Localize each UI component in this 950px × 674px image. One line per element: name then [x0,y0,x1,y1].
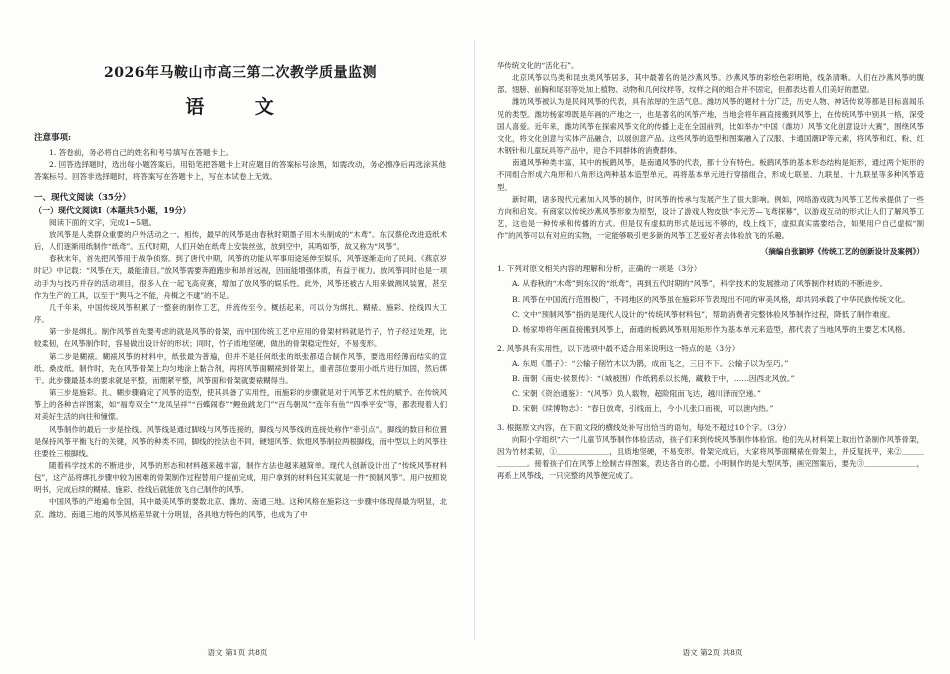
q1-option-a: A. 从春秋的“木鸢”到东汉的“纸鸢”，再到五代时期的“风筝”，科学技术的发展推动了风筝制作材质的不断进步。 [512,279,888,289]
notice-heading: 注意事项: [34,133,72,143]
article-source: （摘编自张颖婷《传统工艺的创新设计及案例》） [760,247,924,257]
article-paragraph: 潍坊风筝被认为是民间风筝的代表，具有浓厚的生活气息。潍坊风筝的题材十分广泛，历史人物、神话传说等都是目标喜闻乐见的类型。潍坊杨家埠既是年画的产地之一，也是著名的风筝产地，当地会将年画直接搬到风筝上，在传统风筝中别具一格，深受国人喜爱。近年来，潍坊风筝在探索风筝文化的传播上走在全国前列，比如举办“中国（潍坊）风筝文化创意设计大赛”，围绕风筝文化，将文化创意与实体产品融合，以展创意产品。这些风筝的造型和图案融入了汉服、卡通国潮IP等元素，将风筝和红、粉、红木钢针和儿童玩具等产品中，迎合不同群体的消费群体。 [497,97,924,156]
question-2: 2. 风筝具有实用性，以下选项中最不适合用来说明这一特点的是（3分） [497,343,740,353]
notice-item: 1. 答卷前，务必将自己的姓名和考号填写在答题卡上。 [49,148,234,157]
article-paragraph: 新时期，诸多现代元素加入风筝的制作，时风筝的传承与发展产生了很大影响。例如，网络游戏就为风筝工艺传承提供了一些方向和启发。有商家以传统沙燕风筝形象为原型，设计了游戏人物皮肤“李元芳—飞鸢探幕”，以游戏互动的形式让人们了解风筝工艺，这也是一种传承和传播的方式。但是仅有虚拟的形式是远远不够的，线上线下，虚拟真实需要结合，如果用户自己虚拟“制作”的风筝可以有对应的实物，一定能够吸引更多新的风筝工艺爱好者去体验放飞的乐趣。 [497,194,925,241]
reading-instruction: 阅读下面的文字，完成1~5题。 [49,218,157,227]
article-paragraph: 随着科学技术的不断进步，风筝的形态和材料越来越丰富，制作方法也越来越简单。现代人创新设计出了“传统风筝材料包”，这产品将绑扎步骤中较为困难的骨架制作过程替用户提前完成，用户拿到的材料包其实就是一件“预制风筝”。用户按照说明书，完成后续的糊裱、施彩、拴线后就能放飞自己制作的风筝。 [34,460,447,495]
article-paragraph: 第三步是施彩。扎、糊步骤确定了风筝的造型，使其具备了实用性，而施彩的步骤就是对于风筝艺术性的赋予。在传统风筝上的各种吉祥图案，如“福寿双全”“龙凤呈祥”“百蝶闹春”“鲤鱼跳龙门”“百鸟朝凤”“连年有鱼”“四季平安”等，都表现着人们对美好生活的向往和憧憬。 [34,388,447,422]
article-paragraph: 放风筝是人类群众重要的户外活动之一。相传，最早的风筝是由春秋时期墨子用木头制成的“木鸢”。东汉蔡伦改进造纸术后，人们逐渐用纸制作“纸鸢”。五代时期，人们开始在纸鸢上安装丝弦，放到空中，其鸣如筝，故又称为“风筝”。 [34,230,447,252]
q1-option-c: C. 文中“预制风筝”指的是现代人设计的“传统风筝材料包”，帮助消费者完整体验风筝制作过程，降低了制作难度。 [512,309,895,319]
q2-option-c: C. 宋朝《资治通鉴》：“(风筝）负人载物，超险阻而飞达，越川泽而空递。” [512,389,761,399]
subject-title: 语 文 [185,96,296,118]
question-1: 1. 下列对原文相关内容的理解和分析，正确的一项是（3分） [497,264,702,274]
article-paragraph: 几千年来，中国传统风筝积累了一整套的制作工艺，并流传至今。概括起来，可以分为绑扎、糊裱、施彩、拴线四大工序。 [34,302,447,325]
q1-option-d: D. 杨家埠将年画直接搬到风筝上，南通的板鹞风筝则用矩形作为基本单元来造型，都代表了当地风筝的主要艺术风格。 [512,325,910,335]
notice-item: 2. 回答选择题时，选出每小题答案后，用铅笔把答题卡上对应题目的答案标号涂黑，如需改动，务必擦净后再选涂其他答案标号。回答非选择题时，将答案写在答题卡上，写在本试卷上无效。 [34,160,446,181]
question-3: 3. 根据原文内容，在下面文段的横线处补写出恰当的语句，每处不超过10个字。（3分） [497,422,791,432]
exam-title: 2026年马鞍山市高三第二次教学质量监测 [104,65,377,81]
article-paragraph: 风筝制作的最后一步是拴线。风筝线是通过脚线与风筝连接的，脚线与风筝线的连接处称作“牵引点”。脚线的数目和位置是保持风筝平衡飞行的关键，风筝的种类不同，脚线的拴法也不同，硬翅风筝、软翅风筝制拉两根脚线，而中型以上的风筝往往要拴三根脚线。 [34,424,447,458]
q1-option-b: B. 风筝在中国流行范围极广，不同地区的风筝虽在施彩环节表现出不同的审美风格，却共同承载了中华民族传统文化。 [512,294,910,304]
q2-option-a: A. 东周《墨子》：“公输子削竹木以为鹊，成而飞之，三日不下。公输子以为至巧。” [512,358,789,368]
q2-option-b: B. 南朝《南史·侯景传》：“（城被围）作纸鸦系以长绳，藏敕于中，……因西北风放。” [512,373,795,383]
article-paragraph: 第二步是糊裱。糊裱风筝的材料中，纸张最为普遍，但并不是任何纸张的纸张都适合制作风筝，要选用经薄而结实的宣纸、桑皮纸。制作时，先在风筝骨架上均匀地涂上黏合剂，再将风筝面糊裱到骨架上，重者部位要用小纸片进行加固，然后绑干。此步骤最基本的要求就是平整，而绷紧平整，风筝面和骨架就要裱糊得当。 [34,351,447,385]
article-paragraph: 中国风筝的产地遍布全国，其中最美风筝的要数北京、潍坊、南通三地。这种风格在施彩这一步骤中体现得最为明显，北京、潍坊、南通三地的风筝风格差异就十分明显，各具地方特色的风筝，也成为了中 [34,497,447,519]
article-paragraph: 华传统文化的“活化石”。 [497,61,579,70]
q3-passage: 向阳小学组织“六一”儿童节风筝制作体验活动，孩子们来到传统风筝制作体验馆。他们先从材料架上取出竹条制作风筝骨架，因为竹材柔韧，①＿＿＿＿＿＿＿，且质地坚硬，不易变形。骨架完成后，大家将风筝面糊裱在骨架上，并反复抚平，来②＿＿＿＿＿＿＿。接着孩子们在风筝上绘制吉祥图案，表达各自的心愿。小明制作的是大型风筝，画完图案后，要先③＿＿＿＿＿＿＿，再系上风筝线，一只完整的风筝便完成了。 [497,434,924,481]
section-heading: 一、现代文阅读（35分） [34,193,131,203]
article-paragraph: 北京风筝以鸟类和昆虫类风筝居多，其中最著名的是沙燕风筝。沙燕风筝的彩绘色彩明艳，线条清晰。人们在沙燕风筝的腹部、翅膀、前胸和尾羽等处加上植物、动物和几何纹样等，纹样之间的组合并不固定，但都表达着人们美好的愿望。 [497,73,924,95]
article-paragraph: 春秋末年，首先把风筝用于战争侦察。到了唐代中期，风筝的功能从军事用途延伸至娱乐，风筝逐渐走向了民间。《燕京岁时记》中记载：“风筝在天，最能清目。”放风筝需要奔跑跑步和昂首远视，因而能增强体质，有益于视力。放风筝同时也是一项动手为与技巧并存的活动项目，很多人在一起飞高竞赛，增加了放风筝的娱乐性。此外，风筝还被古人用来做测风装置，甚至作为生产的工具，以至于“舆马之不能，舟楫之不逮”的不足。 [34,254,447,300]
q2-option-d: D. 宋朝《续博物志》：“春日放鸢，引线而上，今小儿张口而视，可以泄内热。” [512,404,774,414]
page-footer: 语文 第1页 共8页 [207,648,268,657]
page-two [475,0,950,674]
article-paragraph: 南通风筝种类丰富，其中的板鹞风筝，是南通风筝的代表，都十分有特色。板鹞风筝的基本形态结构是矩形，通过两个矩形的不同组合形成六角形和八角形这两种基本造型单元，再将基本单元进行穿插组合，形成七联星、九联星、十九联星等多种风筝造型。 [497,158,924,192]
subsection-heading: （一）现代文阅读Ⅰ（本题共5小题，19分） [34,205,191,215]
page-footer: 语文 第2页 共8页 [682,648,743,657]
article-paragraph: 第一步是绑扎。制作风筝首先要考虑的就是风筝的骨架，而中国传统工艺中应用的骨架材料就是竹子，竹子经过处理，比较柔韧，在风筝制作时，容易做出设计好的形状；同时，竹子质地坚硬，做出的骨架稳定性好，不易变形。 [34,327,447,349]
